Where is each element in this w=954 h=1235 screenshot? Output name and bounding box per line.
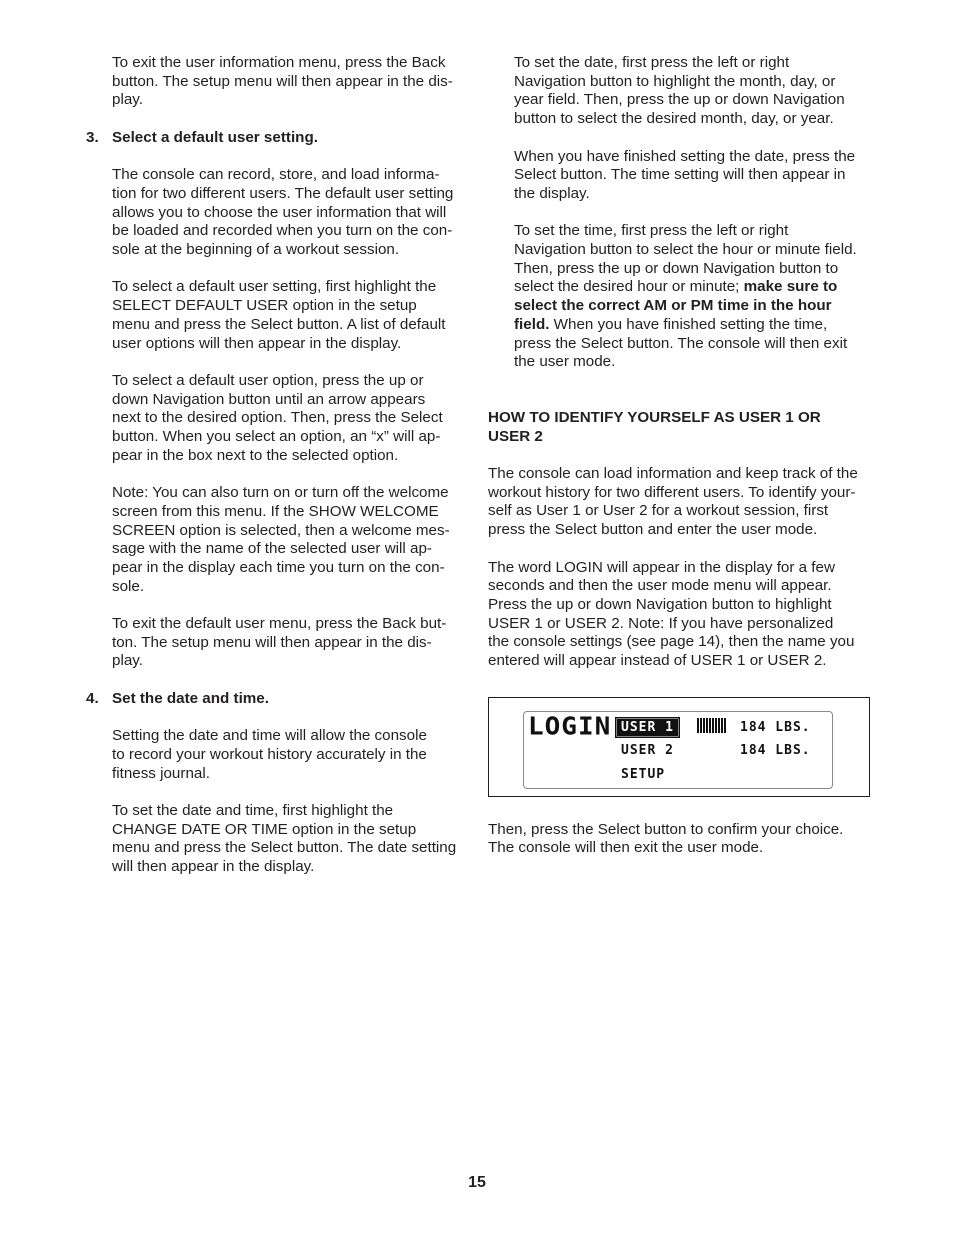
text-line: seconds and then the user mode menu will appear. [488,577,832,595]
text-line: The console can load information and keep track of the [488,465,858,483]
step-title: Set the date and time. [112,689,269,707]
step-4-heading [86,690,470,709]
text-line: pear in the display each time you turn on the con- [112,558,445,576]
text-line: To exit the user information menu, press the Back [112,54,446,71]
paragraph-exit-user-info [86,54,470,110]
text-line: screen from this menu. If the SHOW WELCOME [112,502,439,520]
section-heading-identify-user [488,409,870,446]
text-line: Note: You can also turn on or turn off the welcome [112,484,449,502]
text-run: select the desired hour or minute; [514,278,744,296]
text-line: fitness journal. [112,764,210,782]
text-line: next to the desired option. Then, press the Select [112,409,443,427]
text-line [514,297,870,316]
lcd-highlighted-user: USER 1 [618,720,677,735]
paragraph-select-default-user [86,278,470,353]
text-line: Navigation button to highlight the month, day, or [514,72,836,90]
paragraph-set-time [488,222,870,372]
right-column [488,54,870,858]
text-line: The console can record, store, and load informa- [112,166,440,184]
bold-warning: field. [514,315,550,333]
lcd-user2-weight: 184 LBS. [740,742,811,758]
text-line: To exit the default user menu, press the Back but- [112,615,447,632]
text-line: workout history for two different users. To identify your- [488,483,856,501]
text-run: When you have finished setting the time, [549,315,828,333]
text-line: To select a default user setting, first highlight the [112,278,437,296]
text-line: sole at the beginning of a workout session. [112,241,400,258]
text-line: Press the up or down Navigation button to highlight [488,595,832,613]
text-line: self as User 1 or User 2 for a workout session, first [488,502,829,520]
text-line: Then, press the up or down Navigation button to [514,259,839,277]
paragraph-date-time-intro [86,727,470,783]
text-line: When you have finished setting the date, press the [514,147,856,165]
step-3-heading [86,129,470,148]
text-line: Select button. The time setting will then appear in [514,166,846,184]
text-line: the display. [514,184,590,202]
text-line: Setting the date and time will allow the console [112,727,427,745]
text-line: To set the time, first press the left or right [514,222,789,240]
paragraph-change-date-time [86,802,470,877]
left-column [86,54,470,877]
page-number: 15 [468,1174,486,1191]
text-line: to record your workout history accurately in the [112,745,427,763]
paragraph-login [488,559,870,671]
text-line: down Navigation button until an arrow appears [112,390,426,408]
text-line: allows you to choose the user information that will [112,203,447,221]
paragraph-select-option [86,372,470,466]
paragraph-two-users [488,465,870,540]
paragraph-exit-default-user [86,615,470,671]
text-line: tion for two different users. The default user setting [112,184,454,202]
text-line: To set the date and time, first highlight the [112,801,394,819]
text-line: CHANGE DATE OR TIME option in the setup [112,820,417,838]
lcd-screen [523,711,833,789]
text-line: be loaded and recorded when you turn on the con- [112,222,453,240]
text-line: menu and press the Select button. The date setting [112,839,457,857]
lcd-user1-option [618,720,677,735]
paragraph-default-user-intro [86,166,470,260]
text-line: entered will appear instead of USER 1 or USER 2. [488,652,827,670]
text-line: button. When you select an option, an “x” will ap- [112,428,441,445]
lcd-setup-option: SETUP [621,766,666,782]
step-title: Select a default user setting. [112,128,318,146]
lcd-login-title: LOGIN [528,712,612,741]
heading-line: HOW TO IDENTIFY YOURSELF AS USER 1 OR [488,408,821,426]
step-number: 4. [86,689,99,707]
text-line: The word LOGIN will appear in the display for a few [488,558,835,576]
text-line: SELECT DEFAULT USER option in the setup [112,297,417,315]
console-display-figure [488,697,870,797]
text-line [514,316,870,335]
text-line: pear in the box next to the selected option. [112,446,399,464]
text-line: button. The setup menu will then appear in the dis- [112,72,453,90]
text-line: play. [112,91,143,109]
text-line: press the Select button. The console will then exit [514,334,848,352]
text-line: To select a default user option, press the up or [112,371,424,389]
text-line [514,278,870,297]
text-line: sole. [112,577,145,595]
text-line: user options will then appear in the display. [112,334,402,352]
text-line: ton. The setup menu will then appear in the dis- [112,633,432,651]
text-line: USER 1 or USER 2. Note: If you have personalized [488,614,834,632]
paragraph-finish-date [488,148,870,204]
text-line: the user mode. [514,353,616,371]
text-line: will then appear in the display. [112,858,315,876]
text-line: sage with the name of the selected user will ap- [112,540,432,558]
text-line: the console settings (see page 14), then the name you [488,633,855,651]
bold-warning: make sure to [743,278,838,296]
text-line: Then, press the Select button to confirm your choice. [488,820,844,838]
text-line: The console will then exit the user mode. [488,839,764,857]
heading-line: USER 2 [488,427,543,445]
paragraph-set-date [488,54,870,129]
text-line: To set the date, first press the left or right [514,54,790,71]
paragraph-welcome-note [86,484,470,596]
text-line: play. [112,652,143,670]
text-line: button to select the desired month, day, or year. [514,110,834,128]
text-line: year field. Then, press the up or down Navigation [514,91,845,109]
paragraph-confirm [488,821,870,858]
text-line: press the Select button and enter the user mode. [488,521,818,539]
text-line: SCREEN option is selected, then a welcome mes- [112,521,450,539]
lcd-user1-weight: 184 LBS. [740,719,811,735]
bold-warning: select the correct AM or PM time in the hour [514,297,832,315]
lcd-user2-option: USER 2 [621,742,674,758]
text-line: Navigation button to select the hour or minute field. [514,241,857,258]
text-line: menu and press the Select button. A list of default [112,315,446,333]
step-number: 3. [86,128,99,146]
lcd-highlight-bar [697,718,727,733]
